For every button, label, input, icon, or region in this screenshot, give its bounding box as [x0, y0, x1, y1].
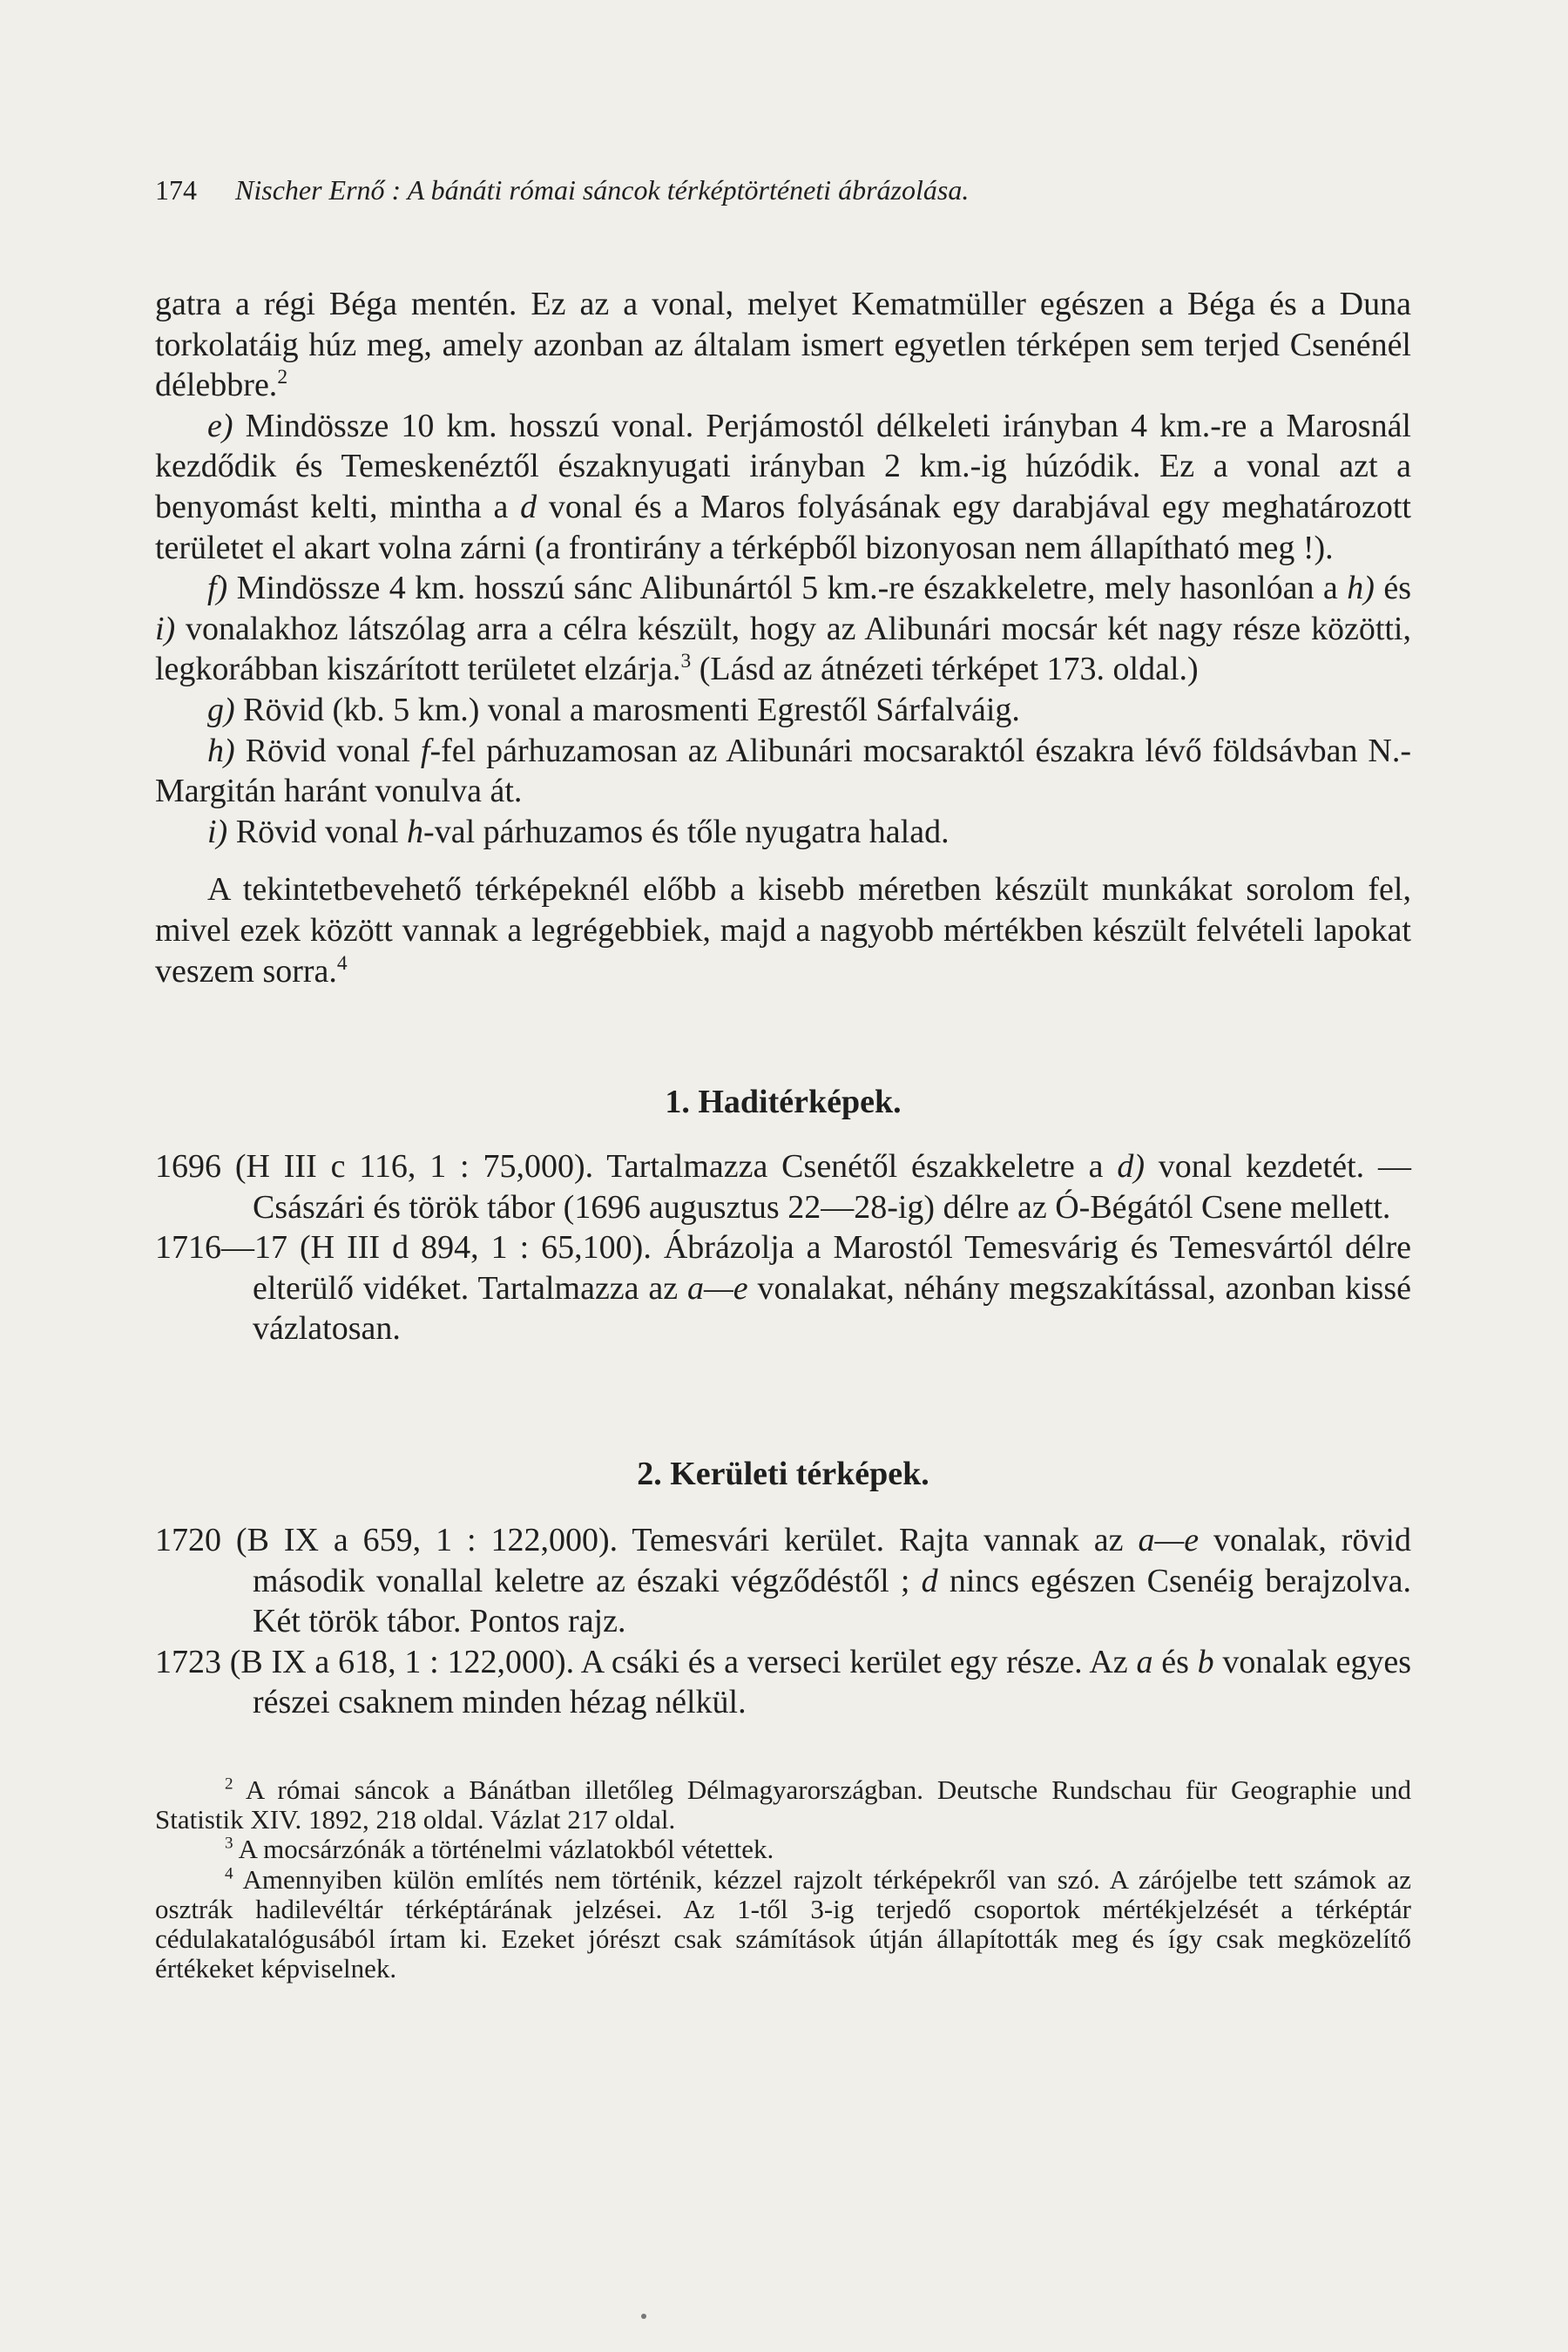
item-f: f) Mindössze 4 km. hosszú sánc Alibunártól 5 km.-re északkeletre, mely hasonlóan a h) és i) vonalakhoz látszólag arra a célra készült, hogy az Alibunári mocsár két nagy része közötti, legkorábban kiszárított területet elzárja.$^3$ (Lásd az átnézeti térképet 173. oldal.)	[155, 570, 1412, 688]
footnote-4: $^4$ Amennyiben külön említés nem történik, kézzel rajzolt térképekről van szó. A zárójelbe tett számok az osztrák hadilevéltár térképtárának jelzései. Az 1-től 3-ig terjedő csoportok mértékjelzését a térképtár cédulakatalógusából írtam ki. Ezeket jórészt csak számítások útján állapították meg és így csak megközelítő értékeket képviselnek.	[155, 1863, 1411, 1984]
footnote-ref-3: 3	[680, 650, 692, 673]
map-entry-1716: 1716—17 (H III d 894, 1 : 65,100). Ábrázolja a Marostól Temesvárig és Temesvártól délre elterülő vidéket. Tartalmazza az a—e vonalakat, néhány megszakítással, azonban kissé vázlatosan.	[155, 1229, 1411, 1348]
footnote-2: $^2$ A római sáncok a Bánátban illetőleg Délmagyarországban. Deutsche Rundschau für Geographie und Statistik XIV. 1892, 218 oldal. Vázlat 217 oldal.	[155, 1774, 1411, 1835]
running-header	[155, 172, 1411, 207]
page-number: 174	[155, 174, 197, 206]
item-e: e) Mindössze 10 km. hosszú vonal. Perjámostól délkeleti irányban 4 km.-re a Marosnál kezdődik és Temeskenéztől északnyugati irányban 2 km.-ig húzódik. Ez a vonal azt a benyomást kelti, mintha a d vonal és a Maros folyásának egy darabjával egy meghatározott területet el akart volna zárni (a frontirány a térképből bizonyosan nem állapítható meg !).	[155, 407, 1411, 566]
section-heading-keruleti-terkepek: 2. Kerületi térképek.	[637, 1456, 929, 1493]
footnote-3: $^3$ A mocsárzónák a történelmi vázlatokból vétettek.	[225, 1834, 774, 1865]
running-title: Nischer Ernő : A bánáti római sáncok térképtörténeti ábrázolása.	[235, 174, 970, 206]
map-entry-1723: 1723 (B IX a 618, 1 : 122,000). A csáki és a verseci kerület egy része. Az a és b vonalak egyes részei csaknem minden hézag nélkül.	[155, 1643, 1412, 1721]
paragraph-intro: A tekintetbevehető térképeknél előbb a kisebb méretben készült munkákat sorolom fel, mivel ezek között vannak a legrégebbiek, majd a nagyobb mértékben készült felvételi lapokat veszem sorra.$^4$	[155, 871, 1411, 990]
item-h: h) Rövid vonal f-fel párhuzamosan az Alibunári mocsaraktól északra lévő földsávban N.-Margitán haránt vonulva át.	[155, 732, 1412, 810]
map-entry-1696: 1696 (H III c 116, 1 : 75,000). Tartalmazza Csenétől északkeletre a d) vonal kezdetét. — Császári és török tábor (1696 augusztus 22—28-ig) délre az Ó-Bégától Csene mellett.	[155, 1148, 1411, 1226]
item-i-label: i)	[207, 813, 228, 850]
item-i: i) Rövid vonal h-val párhuzamos és tőle nyugatra halad.	[207, 813, 950, 850]
item-h-label: h)	[207, 732, 235, 769]
item-g-label: g)	[207, 691, 235, 728]
section-heading-haditerkepek: 1. Haditérképek.	[665, 1084, 902, 1121]
item-e-label: e)	[207, 407, 233, 444]
print-speck	[641, 2314, 646, 2319]
main-text	[155, 284, 1411, 1984]
footnote-ref-2: 2	[277, 366, 288, 389]
item-g: g) Rövid (kb. 5 km.) vonal a marosmenti Egrestől Sárfalváig.	[207, 691, 1020, 728]
footnotes	[155, 1775, 1411, 1984]
footnote-ref-4: 4	[336, 951, 348, 975]
paragraph-bega: gatra a régi Béga mentén. Ez az a vonal, melyet Kematmüller egészen a Béga és a Duna torkolatáig húz meg, amely azonban az általam ismert egyetlen térképen sem terjed Csenénél délebbre.$^2$	[155, 286, 1411, 404]
map-entry-1720: 1720 (B IX a 659, 1 : 122,000). Temesvári kerület. Rajta vannak az a—e vonalak, rövid második vonallal keletre az északi végződéstől ; d nincs egészen Csenéig berajzolva. Két török tábor. Pontos rajz.	[155, 1522, 1412, 1640]
item-f-label: f)	[207, 570, 228, 607]
